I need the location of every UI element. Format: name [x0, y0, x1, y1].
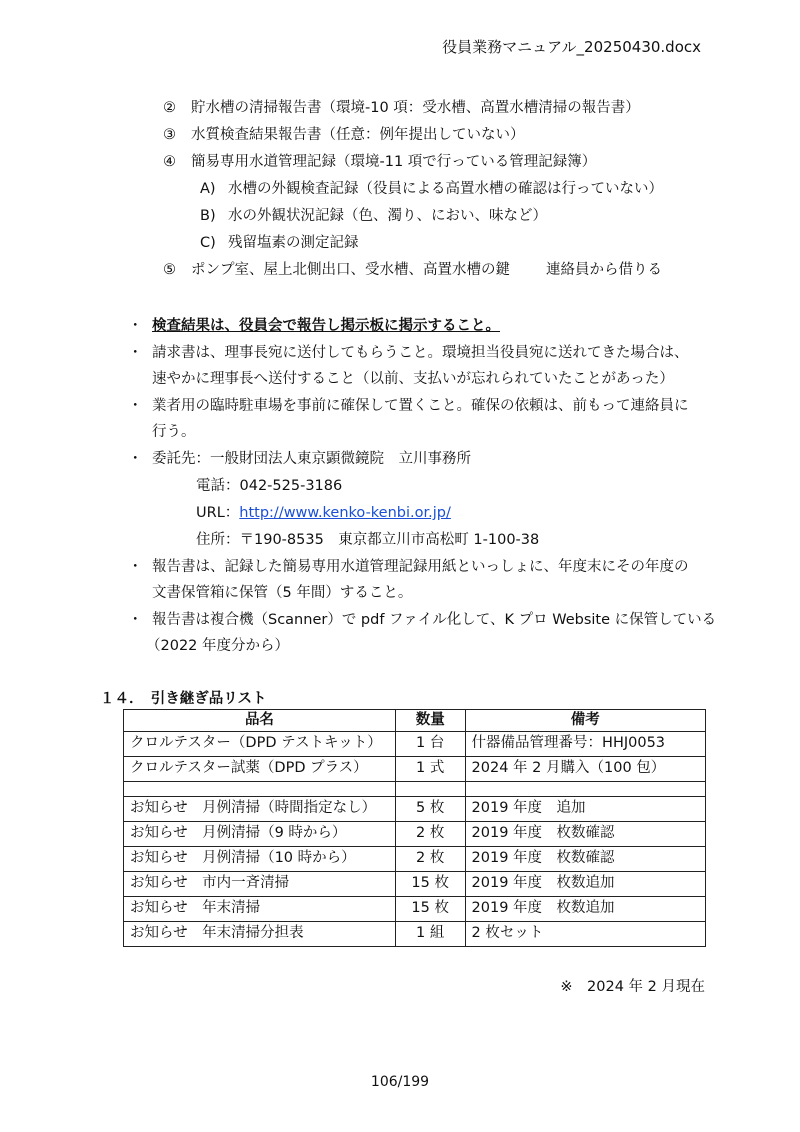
page-number: 106/199 [370, 1074, 430, 1090]
address-label: 住所： [196, 532, 240, 548]
bullet-mark: ・ [128, 559, 143, 575]
sub-item-text: 水槽の外観検査記録（役員による高置水槽の確認は行っていない） [228, 181, 663, 197]
item-number: ④ [163, 154, 176, 170]
bullet-report-pdf-cont: （2022 年度分から） [146, 638, 290, 654]
contractor-website-link[interactable]: http://www.kenko-kenbi.or.jp/ [239, 505, 451, 521]
item-text: ポンプ室、屋上北側出口、受水槽、高置水槽の鍵 [191, 262, 510, 278]
section-title: １４． 引き継ぎ品リスト [100, 691, 267, 707]
cell-quantity: 15 枚 [395, 872, 465, 897]
item-note: 連絡員から借りる [546, 262, 662, 278]
handover-items-table [123, 709, 706, 947]
cell-remarks [465, 782, 705, 797]
bullet-mark: ・ [128, 612, 143, 628]
cell-quantity [395, 782, 465, 797]
url-label: URL： [196, 505, 240, 521]
item-text: 簡易専用水道管理記録（環境-11 項で行っている管理記録簿） [191, 154, 597, 170]
bullet-mark: ・ [128, 318, 143, 334]
numbered-item-5 [163, 262, 662, 279]
bullet-report-storage [128, 559, 689, 576]
cell-remarks: 什器備品管理番号：HHJ0053 [465, 732, 705, 757]
cell-quantity: 1 台 [395, 732, 465, 757]
document-filename: 役員業務マニュアル_20250430.docx [442, 38, 701, 56]
sub-item-a [200, 181, 663, 198]
cell-remarks: 2 枚セット [465, 922, 705, 947]
table-row [124, 757, 706, 782]
cell-item-name: お知らせ 月例清掃（9 時から） [124, 822, 396, 847]
cell-quantity: 5 枚 [395, 797, 465, 822]
cell-remarks: 2024 年 2 月購入（100 包） [465, 757, 705, 782]
numbered-item-2 [163, 100, 640, 117]
contractor-phone [196, 478, 342, 495]
item-number: ⑤ [163, 262, 176, 278]
cell-remarks: 2019 年度 枚数確認 [465, 822, 705, 847]
sub-item-label: C) [200, 235, 216, 251]
as-of-note: ※ 2024 年 2 月現在 [560, 979, 705, 995]
cell-remarks: 2019 年度 枚数確認 [465, 847, 705, 872]
cell-remarks: 2019 年度 枚数追加 [465, 872, 705, 897]
cell-item-name: お知らせ 年末清掃分担表 [124, 922, 396, 947]
table-row-empty [124, 782, 706, 797]
bullet-report-pdf [128, 612, 717, 629]
cell-item-name [124, 782, 396, 797]
table-header-row [124, 710, 706, 732]
phone-label: 電話： [196, 478, 240, 494]
sub-item-c [200, 235, 359, 252]
table-row [124, 922, 706, 947]
numbered-item-4 [163, 154, 596, 171]
bullet-text: 報告書は、記録した簡易専用水道管理記録用紙といっしょに、年度末にその年度の [152, 559, 689, 575]
item-number: ③ [163, 127, 176, 143]
cell-item-name: お知らせ 市内一斉清掃 [124, 872, 396, 897]
address-text: 〒190-8535 東京都立川市高松町 1-100-38 [239, 532, 540, 548]
bullet-text: 請求書は、理事長宛に送付してもらうこと。環境担当役員宛に送れてきた場合は、 [152, 345, 689, 361]
bullet-invoice [128, 345, 689, 362]
bullet-contractor [128, 451, 471, 468]
bullet-mark: ・ [128, 345, 143, 361]
header-quantity: 数量 [395, 710, 465, 732]
sub-item-text: 水の外観状況記録（色、濁り、におい、味など） [228, 208, 547, 224]
cell-item-name: クロルテスター（DPD テストキット） [124, 732, 396, 757]
cell-quantity: 1 組 [395, 922, 465, 947]
bullet-mark: ・ [128, 451, 143, 467]
phone-number: 042-525-3186 [239, 478, 343, 494]
sub-item-text: 残留塩素の測定記録 [228, 235, 359, 251]
bullet-parking [128, 398, 689, 415]
table-row [124, 732, 706, 757]
numbered-item-3 [163, 127, 525, 144]
cell-quantity: 15 枚 [395, 897, 465, 922]
cell-item-name: クロルテスター試薬（DPD プラス） [124, 757, 396, 782]
header-item-name: 品名 [124, 710, 396, 732]
sub-item-label: A) [200, 181, 216, 197]
table-row [124, 872, 706, 897]
header-remarks: 備考 [465, 710, 705, 732]
bullet-text: 業者用の臨時駐車場を事前に確保して置くこと。確保の依頼は、前もって連絡員に [152, 398, 689, 414]
bullet-mark: ・ [128, 398, 143, 414]
cell-item-name: お知らせ 年末清掃 [124, 897, 396, 922]
bullet-text: 委託先：一般財団法人東京顕微鏡院 立川事務所 [152, 451, 471, 467]
bullet-report-storage-cont: 文書保管箱に保管（5 年間）すること。 [152, 585, 413, 601]
table-row [124, 897, 706, 922]
bullet-text: 報告書は複合機（Scanner）で pdf ファイル化して、K プロ Website に保管している [152, 612, 717, 628]
table-row [124, 847, 706, 872]
bullet-inspection-report [128, 318, 500, 335]
item-number: ② [163, 100, 176, 116]
item-text: 貯水槽の清掃報告書（環境-10 項：受水槽、高置水槽清掃の報告書） [191, 100, 640, 116]
cell-quantity: 2 枚 [395, 822, 465, 847]
bullet-parking-cont: 行う。 [152, 424, 196, 440]
cell-remarks: 2019 年度 枚数追加 [465, 897, 705, 922]
bullet-text: 検査結果は、役員会で報告し掲示板に掲示すること。 [152, 318, 500, 334]
cell-remarks: 2019 年度 追加 [465, 797, 705, 822]
table-row [124, 822, 706, 847]
contractor-url [196, 505, 451, 522]
cell-item-name: お知らせ 月例清掃（時間指定なし） [124, 797, 396, 822]
item-text: 水質検査結果報告書（任意：例年提出していない） [191, 127, 525, 143]
cell-quantity: 1 式 [395, 757, 465, 782]
contractor-address [196, 532, 539, 549]
table-row [124, 797, 706, 822]
bullet-invoice-cont: 速やかに理事長へ送付すること（以前、支払いが忘れられていたことがあった） [152, 371, 674, 387]
sub-item-b [200, 208, 547, 225]
cell-item-name: お知らせ 月例清掃（10 時から） [124, 847, 396, 872]
sub-item-label: B) [200, 208, 216, 224]
cell-quantity: 2 枚 [395, 847, 465, 872]
